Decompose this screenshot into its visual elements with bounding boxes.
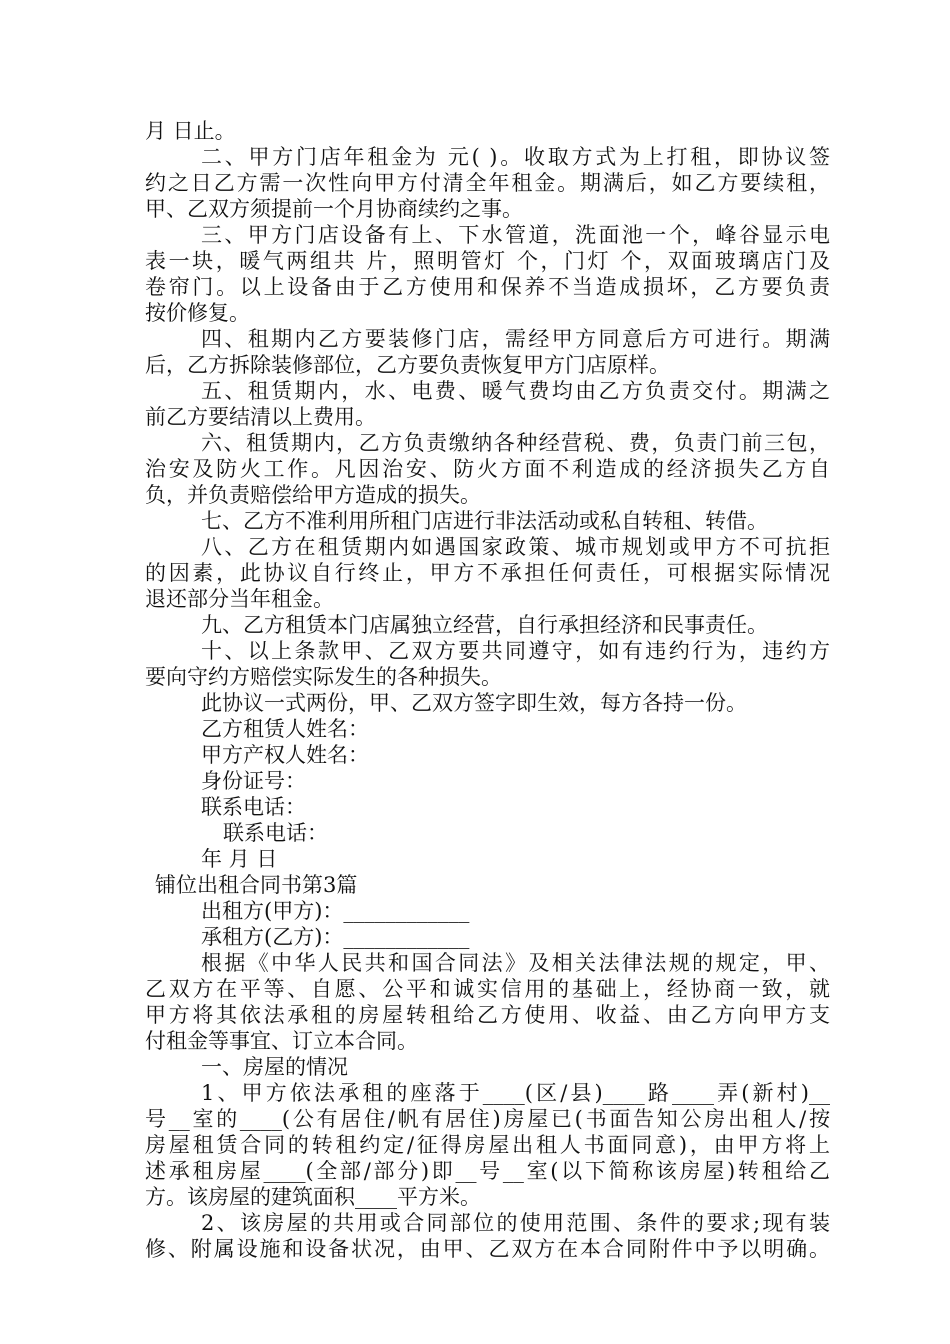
text-line: 甲方产权人姓名： bbox=[201, 743, 369, 767]
text-line: 按价修复。 bbox=[145, 301, 250, 325]
text-line: 1、甲方依法承租的座落于____(区/县)____路____弄(新村)__ bbox=[201, 1081, 830, 1105]
text-line: 此协议一式两份，甲、乙双方签字即生效，每方各持一份。 bbox=[201, 691, 747, 715]
text-line: 的因素，此协议自行终止，甲方不承担任何责任，可根据实际情况 bbox=[145, 561, 830, 585]
text-line: 四、租期内乙方要装修门店，需经甲方同意后方可进行。期满 bbox=[201, 327, 830, 351]
text-line: 乙双方在平等、自愿、公平和诚实信用的基础上，经协商一致，就 bbox=[145, 977, 830, 1001]
text-line: 约之日乙方需一次性向甲方付清全年租金。期满后，如乙方要续租， bbox=[145, 171, 830, 195]
document-page bbox=[145, 118, 830, 1262]
text-line: 负，并负责赔偿给甲方造成的损失。 bbox=[145, 483, 481, 507]
text-line: 十、以上条款甲、乙双方要共同遵守，如有违约行为，违约方 bbox=[201, 639, 830, 663]
text-line: 修、附属设施和设备状况，由甲、乙双方在本合同附件中予以明确。 bbox=[145, 1237, 830, 1261]
text-line: 五、租赁期内，水、电费、暖气费均由乙方负责交付。期满之 bbox=[201, 379, 830, 403]
text-line: 付租金等事宜、订立本合同。 bbox=[145, 1029, 418, 1053]
text-line: 七、乙方不准利用所租门店进行非法活动或私自转租、转借。 bbox=[201, 509, 768, 533]
text-line: 述承租房屋____(全部/部分)即__号__室(以下简称该房屋)转租给乙 bbox=[145, 1159, 830, 1183]
text-line: 承租方(乙方)：____________ bbox=[201, 925, 470, 949]
text-line: 方。该房屋的建筑面积____平方米。 bbox=[145, 1185, 481, 1209]
text-line: 九、乙方租赁本门店属独立经营，自行承担经济和民事责任。 bbox=[201, 613, 768, 637]
section-heading: 铺位出租合同书第3篇 bbox=[155, 873, 358, 897]
text-line: 要向守约方赔偿实际发生的各种损失。 bbox=[145, 665, 502, 689]
text-line: 身份证号： bbox=[201, 769, 306, 793]
text-line: 一、房屋的情况 bbox=[201, 1055, 348, 1079]
text-line: 乙方租赁人姓名： bbox=[201, 717, 369, 741]
text-line: 表一块，暖气两组共 片，照明管灯 个，门灯 个，双面玻璃店门及 bbox=[145, 249, 830, 273]
text-line: 甲、乙双方须提前一个月协商续约之事。 bbox=[145, 197, 523, 221]
text-line: 2、该房屋的共用或合同部位的使用范围、条件的要求;现有装 bbox=[201, 1211, 830, 1235]
text-line: 卷帘门。以上设备由于乙方使用和保养不当造成损坏，乙方要负责 bbox=[145, 275, 830, 299]
text-line: 房屋租赁合同的转租约定/征得房屋出租人书面同意)，由甲方将上 bbox=[145, 1133, 830, 1157]
text-line: 退还部分当年租金。 bbox=[145, 587, 334, 611]
text-line: 甲方将其依法承租的房屋转租给乙方使用、收益、由乙方向甲方支 bbox=[145, 1003, 830, 1027]
text-line: 八、乙方在租赁期内如遇国家政策、城市规划或甲方不可抗拒 bbox=[201, 535, 830, 559]
text-line: 二、甲方门店年租金为 元( )。收取方式为上打租，即协议签 bbox=[201, 145, 830, 169]
text-line: 治安及防火工作。凡因治安、防火方面不利造成的经济损失乙方自 bbox=[145, 457, 830, 481]
text-line: 出租方(甲方)：____________ bbox=[201, 899, 470, 923]
text-line: 后，乙方拆除装修部位，乙方要负责恢复甲方门店原样。 bbox=[145, 353, 670, 377]
text-line: 前乙方要结清以上费用。 bbox=[145, 405, 376, 429]
text-line: 三、甲方门店设备有上、下水管道，洗面池一个，峰谷显示电 bbox=[201, 223, 830, 247]
text-line: 六、租赁期内，乙方负责缴纳各种经营税、费，负责门前三包， bbox=[201, 431, 830, 455]
text-line: 年 月 日 bbox=[201, 847, 278, 871]
text-line: 号__室的____(公有居住/帆有居住)房屋已(书面告知公房出租人/按 bbox=[145, 1107, 830, 1131]
text-line: 根据《中华人民共和国合同法》及相关法律法规的规定，甲、 bbox=[201, 951, 830, 975]
text-line: 月 日止。 bbox=[145, 119, 236, 143]
text-line: 联系电话： bbox=[201, 795, 306, 819]
text-line: 联系电话： bbox=[223, 821, 328, 845]
